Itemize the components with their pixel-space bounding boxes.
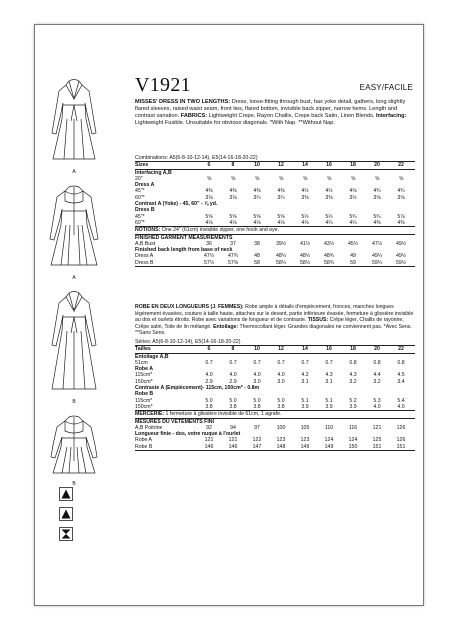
dress-a-front-illustration (39, 75, 109, 167)
combinations-french-text: Séries: A5(6-8-10-12-14), E5(14-16-18-20-22) (135, 338, 241, 345)
row-label: Dress A (135, 253, 154, 260)
row-label: Finished back length from base of neck (135, 247, 233, 254)
table-cell: 0.7 (229, 359, 237, 366)
table-cell: 3⅛ (229, 194, 237, 201)
row-label: Robe A (135, 437, 153, 444)
table-cell: 59 (350, 259, 356, 266)
table-cell: 4.0 (229, 372, 237, 379)
table-cell: 8 (231, 346, 235, 353)
table-cell: 5.3 (373, 397, 381, 404)
row-label: 60"* (135, 194, 145, 201)
table-cell: 146 (204, 443, 214, 450)
finished-measurements-title-fr-label: MESURES DU VÊTEMENTS FINI (135, 418, 214, 425)
table-cell: 4⅛ (301, 219, 309, 226)
table-cell: 148 (276, 443, 286, 450)
table-cell: 2.9 (205, 378, 213, 385)
notions-english-text: One 24" (61cm) invisible zipper, one hook and eye. (160, 227, 280, 234)
table-cell: 3⅝ (397, 194, 405, 201)
notions-french-text: 1 fermeture à glissière invisible de 61cm, 1 agrafe. (164, 411, 282, 418)
row-label: 150cm* (135, 403, 153, 410)
description-fabrics: Crêpe léger, Challis de rayonne, Crêpe satin, Toile de lin mélangé. (135, 317, 404, 330)
table-cell: 110 (324, 424, 334, 431)
table-cell: 4⅛ (229, 219, 237, 226)
table-cell: 49½ (395, 253, 407, 260)
difficulty-level: EASY/FACILE (359, 83, 413, 92)
table-cell: 5.0 (277, 397, 285, 404)
description-body: Dress, loose-fitting through bust, has yoke detail, gathers, long slightly flared sleeves, raised waist seam, front ties, flared bottom, invisible back zipper, narrow hems. Length and contrast variation. (135, 99, 406, 120)
table-cell: 5½ (325, 213, 333, 220)
table-cell: 3⅛ (205, 194, 213, 201)
table-cell: 5.0 (253, 397, 261, 404)
table-divider (135, 266, 415, 267)
sizes-header-row (135, 162, 415, 168)
table-cell: 150 (348, 443, 358, 450)
table-cell: 0.7 (277, 359, 285, 366)
table-cell: 126 (396, 424, 406, 431)
table-cell: 3.8 (229, 403, 237, 410)
table-cell: 5.4 (397, 397, 405, 404)
table-cell: 5⅝ (229, 213, 237, 220)
table-cell: 18 (350, 162, 356, 169)
fabrics-label: FABRICS: (180, 113, 208, 120)
row-label: Longueur finie - dos, votre nuque à l'ourlet (135, 431, 241, 438)
table-cell: 57⅝ (227, 259, 239, 266)
table-cell: 5¾ (349, 213, 357, 220)
table-cell: 20 (374, 346, 380, 353)
table-cell: 20 (374, 162, 380, 169)
figure-label: A (72, 275, 76, 281)
table-cell: 5¾ (373, 213, 381, 220)
tailles-header-row (135, 346, 415, 352)
triangle-symbol-icon (59, 487, 73, 501)
table-cell: 123 (276, 437, 286, 444)
table-cell: 5.1 (325, 397, 333, 404)
table-cell: 3.9 (349, 403, 357, 410)
table-cell: 14 (302, 162, 308, 169)
table-cell: 3⅜ (301, 194, 309, 201)
table-row (135, 260, 415, 266)
table-cell: 151 (396, 443, 406, 450)
table-cell: 4¾ (373, 188, 381, 195)
row-label: Tailles (135, 346, 151, 353)
table-cell: 0.7 (325, 359, 333, 366)
table-cell: 3¼ (253, 194, 261, 201)
table-cell: 0.8 (373, 359, 381, 366)
table-cell: 41½ (299, 240, 311, 247)
table-cell: 43½ (323, 240, 335, 247)
figure-label: B (72, 399, 76, 405)
table-cell: 4⅝ (349, 188, 357, 195)
table-cell: 0.8 (397, 359, 405, 366)
table-cell: 121 (204, 437, 214, 444)
table-cell: 3⅝ (373, 194, 381, 201)
table-cell: 3.0 (253, 378, 261, 385)
table-cell: 49¼ (371, 253, 383, 260)
table-cell: 3.2 (349, 378, 357, 385)
table-cell: ⅝ (278, 175, 284, 182)
table-cell: 22 (398, 162, 404, 169)
table-cell: 5⅝ (205, 213, 213, 220)
table-cell: ⅝ (326, 175, 332, 182)
row-label: Dress B (135, 207, 155, 214)
table-cell: 58½ (299, 259, 311, 266)
table-cell: 49½ (395, 240, 407, 247)
description-interfacing: Thermocollant léger. Grandes diagonales ne conviennent pas. *Avec Sens. **Sans Sens. (135, 323, 412, 337)
table-cell: 4⅛ (253, 219, 261, 226)
table-row (135, 444, 415, 450)
table-cell: ⅝ (398, 175, 404, 182)
row-label: 20" (135, 175, 143, 182)
table-cell: 47½ (203, 253, 215, 260)
table-cell: 12 (278, 162, 284, 169)
row-label: 150cm* (135, 378, 153, 385)
table-cell: 48 (254, 253, 260, 260)
table-cell: 3.8 (277, 403, 285, 410)
table-cell: 8 (231, 162, 235, 169)
row-label: 60"* (135, 219, 145, 226)
interfacing-text: Lightweight Fusible. Unsuitable for obvious diagonals. *With Nap. **Without Nap. (135, 120, 335, 127)
table-cell: 5⅞ (397, 213, 405, 220)
description-title: MISSES' DRESS IN TWO LENGTHS: (135, 99, 231, 105)
table-cell: 3.2 (373, 378, 381, 385)
table-cell: 57½ (203, 259, 215, 266)
table-cell: 4.0 (205, 372, 213, 379)
fabrics-text: Lightweight Crepe, Rayon Challis, Crepe back Satin, Linen Blends. (207, 113, 376, 120)
notions-french-label: MERCERIE: (135, 411, 165, 418)
row-label: 115cm* (135, 372, 153, 379)
table-cell: 3.1 (325, 378, 333, 385)
table-cell: 14 (302, 346, 308, 353)
yardage-table-french (135, 303, 415, 451)
row-label: Entoilage A,B (135, 353, 169, 360)
table-cell: ⅝ (302, 175, 308, 182)
table-cell: 4½ (325, 188, 333, 195)
table-cell: 5½ (301, 213, 309, 220)
table-cell: 48¼ (275, 253, 287, 260)
row-label: Robe B (135, 443, 153, 450)
table-cell: 100 (276, 424, 286, 431)
row-label: 115cm* (135, 397, 153, 404)
table-cell: 59½ (395, 259, 407, 266)
table-cell: 3.8 (205, 403, 213, 410)
table-cell: 122 (252, 437, 262, 444)
finished-measurements-title-label: FINISHED GARMENT MEASUREMENTS (135, 234, 233, 241)
table-cell: 4¼ (325, 219, 333, 226)
table-cell: 18 (350, 346, 356, 353)
dress-b-back-illustration (39, 411, 109, 477)
table-cell: 4½ (301, 188, 309, 195)
table-cell: 5.1 (301, 397, 309, 404)
table-cell: 4.0 (277, 372, 285, 379)
table-cell: 4⅜ (253, 188, 261, 195)
table-cell: 38 (254, 240, 260, 247)
table-cell: 48½ (299, 253, 311, 260)
description-title: ROBE EN DEUX LONGUEURS (J. FEMMES): (135, 304, 244, 310)
table-cell: 4.3 (349, 372, 357, 379)
table-cell: 4⅜ (397, 219, 405, 226)
table-cell: 6 (207, 346, 211, 353)
row-label: Contrast A (Yoke) - 45, 60" - ⅞ yd. (135, 201, 218, 208)
table-cell: ⅝ (350, 175, 356, 182)
combinations-english-text: Combinations: A5(6-8-10-12-14), E5(14-16-18-20-22) (135, 155, 258, 161)
table-cell: 3.1 (301, 378, 309, 385)
table-cell: 4.0 (253, 372, 261, 379)
table-cell: 123 (300, 437, 310, 444)
table-cell: 97 (254, 424, 260, 431)
table-cell: 5⅝ (253, 213, 261, 220)
table-cell: 5.0 (229, 397, 237, 404)
table-cell: 4⅜ (205, 188, 213, 195)
table-cell: 48¾ (323, 253, 335, 260)
interfacing-label: Interfacing: (375, 113, 407, 120)
pattern-number: V1921 (135, 74, 191, 96)
row-label: Contraste A (Empiècement)- 115cm, 150cm* - 0.8m (135, 385, 260, 392)
table-cell: ⅝ (206, 175, 212, 182)
table-cell: 121 (372, 424, 382, 431)
table-cell: 146 (228, 443, 238, 450)
table-cell: 0.7 (253, 359, 261, 366)
figure-label: B (72, 481, 76, 487)
table-cell: 126 (396, 437, 406, 444)
table-cell: 0.7 (205, 359, 213, 366)
notions-english-label: NOTIONS: (135, 227, 161, 234)
table-cell: 124 (324, 437, 334, 444)
table-row (135, 404, 415, 410)
table-cell: 22 (398, 346, 404, 353)
description-fabrics-label: TISSUS: (307, 317, 329, 324)
table-cell: 10 (254, 346, 260, 353)
table-cell: 4.0 (373, 403, 381, 410)
table-cell: 121 (228, 437, 238, 444)
dress-b-front-illustration (39, 287, 109, 397)
table-cell: 3⅜ (325, 194, 333, 201)
table-cell: 0.8 (349, 359, 357, 366)
table-cell: 4.4 (373, 372, 381, 379)
row-label: Robe A (135, 366, 153, 373)
table-cell: 3¼ (277, 194, 285, 201)
hourglass-symbol-icon (59, 527, 73, 541)
table-cell: 4⅛ (205, 219, 213, 226)
pattern-envelope-back (34, 24, 424, 606)
table-cell: 5.0 (205, 397, 213, 404)
table-cell: 0.7 (301, 359, 309, 366)
table-cell: 124 (348, 437, 358, 444)
row-label: Sizes (135, 162, 149, 169)
row-label: Robe B (135, 391, 154, 398)
description-english (135, 99, 415, 127)
table-cell: 4⅜ (277, 188, 285, 195)
table-cell: 116 (348, 424, 358, 431)
table-cell: ⅝ (230, 175, 236, 182)
table-cell: 45½ (347, 240, 359, 247)
table-cell: 3.9 (325, 403, 333, 410)
table-cell: 3½ (349, 194, 357, 201)
table-cell: 2.9 (229, 378, 237, 385)
table-cell: 6 (207, 162, 211, 169)
table-cell: 4¾ (397, 188, 405, 195)
table-cell: 4⅜ (229, 188, 237, 195)
table-cell: ⅝ (254, 175, 260, 182)
table-cell: 12 (278, 346, 284, 353)
table-cell: 58 (254, 259, 260, 266)
table-cell: 58¼ (275, 259, 287, 266)
row-label: Dress B (135, 259, 154, 266)
table-cell: 105 (300, 424, 310, 431)
figure-label: A (72, 169, 76, 175)
table-cell: 149 (324, 443, 334, 450)
table-cell: 4⅛ (277, 219, 285, 226)
table-cell: 39½ (275, 240, 287, 247)
table-cell: ⅝ (374, 175, 380, 182)
table-cell: 10 (254, 162, 260, 169)
yardage-table-english (135, 155, 415, 267)
table-cell: 47½ (371, 240, 383, 247)
table-cell: 16 (326, 346, 332, 353)
table-row (135, 220, 415, 226)
table-cell: 47¾ (227, 253, 239, 260)
table-cell: 4.2 (301, 372, 309, 379)
table-cell: 5⅝ (277, 213, 285, 220)
table-cell: 59¼ (371, 259, 383, 266)
table-cell: 92 (206, 424, 212, 431)
table-cell: 3.0 (277, 378, 285, 385)
table-cell: 3.8 (253, 403, 261, 410)
table-cell: 4.0 (397, 403, 405, 410)
table-cell: 4.5 (397, 372, 405, 379)
row-label: A,B Bust (135, 240, 156, 247)
table-cell: 16 (326, 162, 332, 169)
table-divider (135, 450, 415, 451)
row-label: 45"* (135, 213, 145, 220)
table-cell: 4.3 (325, 372, 333, 379)
table-cell: 147 (252, 443, 262, 450)
description-interfacing-label: Entoilage: (213, 323, 239, 330)
table-cell: 151 (372, 443, 382, 450)
description-body: Robe ample à détails d'empiècement, fronces, manches longues légèrement évasées, couture à taille haute, attaches sur le devant, partie inférieure évasée, fermeture à glissière invisible au dos et ourlets étroits. Robe avec variations de longueur et de contraste. (135, 304, 414, 324)
dress-a-back-illustration (39, 181, 109, 273)
table-cell: 58¾ (323, 259, 335, 266)
table-cell: 36 (206, 240, 212, 247)
table-cell: 3.9 (301, 403, 309, 410)
row-label: 45"* (135, 188, 145, 195)
pattern-header (135, 75, 413, 95)
table-cell: 4⅜ (373, 219, 381, 226)
row-label: Dress A (135, 182, 155, 189)
row-label: 51cm (135, 359, 148, 366)
row-label: Interfacing A,B (135, 169, 172, 176)
table-cell: 4¼ (349, 219, 357, 226)
table-cell: 125 (372, 437, 382, 444)
description-french (135, 304, 415, 337)
triangle-symbol-icon (59, 507, 73, 521)
table-cell: 149 (300, 443, 310, 450)
row-label: A,B Poitrine (135, 424, 163, 431)
table-cell: 3.4 (397, 378, 405, 385)
table-cell: 94 (230, 424, 236, 431)
figure-column (35, 25, 113, 605)
table-cell: 49 (350, 253, 356, 260)
table-cell: 37 (230, 240, 236, 247)
table-cell: 5.2 (349, 397, 357, 404)
